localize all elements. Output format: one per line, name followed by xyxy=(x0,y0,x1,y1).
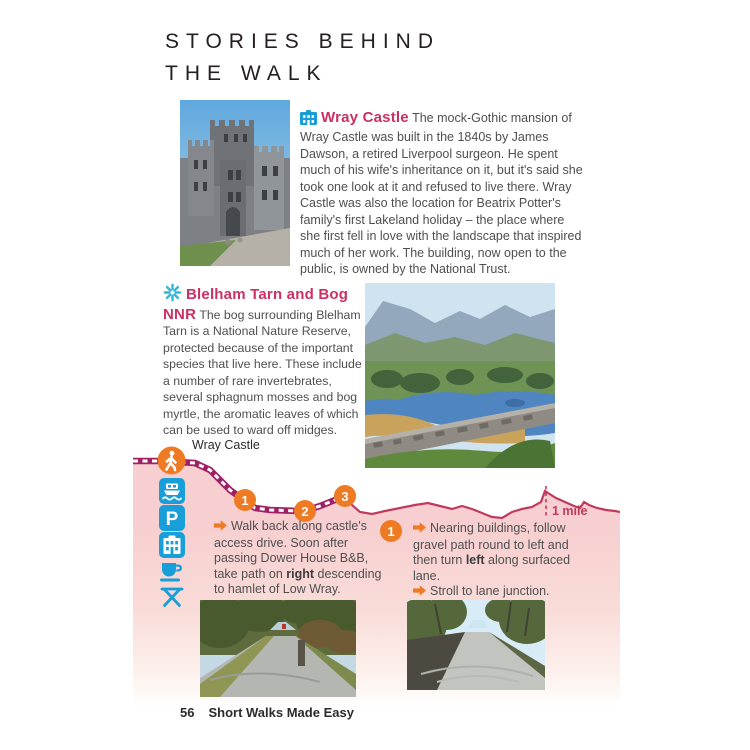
wray-castle-story xyxy=(300,110,585,278)
directions-step-left xyxy=(214,519,388,598)
ferry-icon xyxy=(159,478,185,504)
waypoint-2-marker: 2 xyxy=(294,500,316,522)
direction-arrow-icon xyxy=(413,522,426,538)
direction-arrow-icon xyxy=(214,520,227,536)
building-icon xyxy=(300,110,317,130)
direction-arrow-icon xyxy=(413,585,426,601)
wray-castle-heading: Wray Castle xyxy=(321,108,409,126)
direction-text: descending to hamlet of Low Wray. xyxy=(214,566,382,596)
page-title-line2: THE WALK xyxy=(165,62,328,85)
waypoint-3-marker: 3 xyxy=(334,485,356,507)
svg-text:P: P xyxy=(165,509,179,530)
book-title: Short Walks Made Easy xyxy=(208,705,354,720)
parking-icon xyxy=(159,505,185,531)
access-drive-photo xyxy=(200,600,356,697)
page-title xyxy=(165,26,595,90)
waypoint-1-marker: 1 xyxy=(234,489,256,511)
blelham-heading: Blelham Tarn and Bog NNR xyxy=(163,286,349,323)
page-title-line1: STORIES BEHIND xyxy=(165,30,440,53)
profile-start-label: Wray Castle xyxy=(192,438,260,452)
direction-text: along surfaced lane. xyxy=(413,553,571,583)
direction-text: Stroll to lane junction. xyxy=(430,584,550,598)
page-footer xyxy=(180,705,354,720)
direction-text: Walk back along castle's access drive. Soon after passing Dower House B&B, take path on xyxy=(214,519,369,581)
cafe-cup-icon xyxy=(159,561,185,583)
nature-reserve-asterisk-icon xyxy=(163,283,182,307)
direction-text: Nearing buildings, follow gravel path round to left and then turn xyxy=(413,521,569,567)
castle-building-icon xyxy=(159,532,185,558)
step-1-number-badge: 1 xyxy=(380,520,402,542)
wray-castle-body: The mock-Gothic mansion of Wray Castle was built in the 1840s by James Dawson, a retired Liverpool surgeon. He spent much of his wife's inheritance on it, but it's said she took one look at it and refused to live there. Wray Castle was also the location for Beatrix Potter's family's first Lakeland holiday – the place where she first fell in love with the landscape that inspired much of her work. The building, now open to the public, is owned by the National Trust. xyxy=(300,110,583,276)
surfaced-lane-photo xyxy=(407,600,545,690)
direction-bold-word: left xyxy=(465,553,485,567)
walker-icon xyxy=(157,446,186,480)
blelham-story xyxy=(163,283,364,439)
wray-castle-photo xyxy=(180,100,290,266)
page-number: 56 xyxy=(180,705,195,720)
picnic-site-icon xyxy=(159,586,185,608)
direction-bold-word: right xyxy=(286,566,315,581)
mile-scale-label: 1 mile xyxy=(552,504,588,518)
blelham-body: The bog surrounding Blelham Tarn is a National Nature Reserve, protected because of the important species that live here. These include a number of rare invertebrates, several sphagnum mosses and bog myrtle, the aromatic leaves of which can be used to ward off midges. xyxy=(163,307,362,438)
directions-step-right xyxy=(413,521,585,601)
